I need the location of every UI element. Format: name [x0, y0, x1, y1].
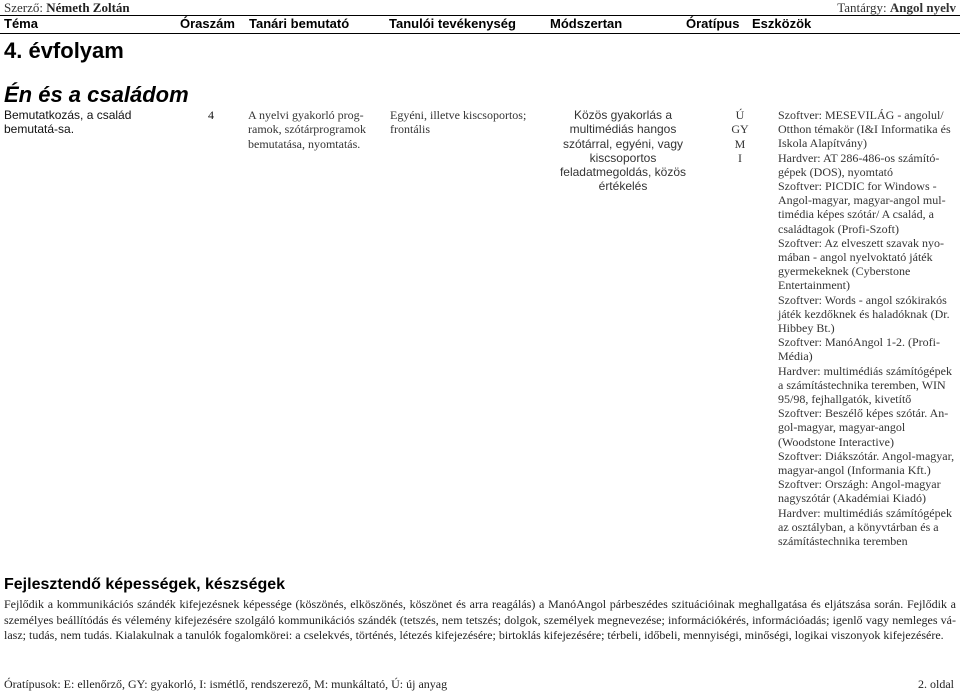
hour-type-legend: Óratípusok: E: ellenőrző, GY: gyakorló, I: ismétlő, rendszerező, M: munkáltató, Ú: új anyag — [4, 677, 448, 691]
subject-label: Tantárgy: — [837, 0, 887, 15]
tool-item: Szoftver: PICDIC for Windows - Angol-magyar, magyar-angol mul-timédia képes szótár/ A család, a családtagok (Profi-Szoft) — [778, 179, 946, 236]
tool-item: Hardver: multimédiás számítógépek a számítástechnika teremben, WIN 95/98, fejhallgatók, kivetítő — [778, 363, 952, 407]
cell-teacher-demo: A nyelvi gyakorló prog-ramok, szótárprogramok bemutatása, nyomtatás. — [248, 108, 366, 151]
column-header-tanari: Tanári bemutató — [249, 16, 350, 31]
tool-item: Hardver: AT 286-486-os számító-gépek (DOS), nyomtató — [778, 150, 940, 179]
column-header-oratipus: Óratípus — [686, 16, 740, 31]
skills-paragraph: Fejlődik a kommunikációs szándék kifejezésnek képessége (köszönés, elköszönés, köszönet és arra reagálás) a ManóAngol párbeszédes szituációinak meghallgatása és eljátszása során. Fejlődik a személyes beállítódás és vélemény kifejezésére szolgáló kommunikációs szándék (tetszés, nem tetszés; dolgok, személyek megnevezése; információkérés, információadás; igenlő vagy nemleges vá-lasz; tudás, nem tudás. Kialakulnak a tanulók fogalomkörei: a cselekvés, történés, létezés kifejezésére; birtoklás kifejezésére; térbeli, időbeli, mennyiségi, minőségi, logikai viszonyok kifejezésére. — [4, 597, 956, 642]
column-header-oraszam: Óraszám — [180, 16, 235, 31]
cell-student-activity: Egyéni, illetve kiscsoportos; frontális — [390, 108, 527, 137]
header-bottom-rule — [0, 33, 960, 34]
cell-hours: 4 — [208, 108, 214, 122]
skills-heading: Fejlesztendő képességek, készségek — [4, 576, 286, 593]
author-label: Szerző: — [4, 0, 43, 15]
tool-item: Szoftver: Words - angol szókirakós játék kezdőknek és haladóknak (Dr. Hibbey Bt.) — [778, 292, 950, 336]
grade-heading: 4. évfolyam — [4, 38, 124, 63]
tool-item: Szoftver: Országh: Angol-magyar nagyszótár (Akadémiai Kiadó) — [778, 477, 941, 506]
column-header-tanuloi: Tanulói tevékenység — [389, 16, 516, 31]
tool-item: Szoftver: Beszélő képes szótár. An-gol-magyar, magyar-angol (Woodstone Interactive) — [778, 406, 949, 449]
column-header-tema: Téma — [4, 16, 38, 31]
author-line — [4, 0, 130, 15]
page-number: 2. oldal — [918, 677, 954, 691]
hour-type-item: Ú — [735, 108, 745, 122]
column-header-eszkozok: Eszközök — [752, 16, 812, 31]
tool-item: Hardver: multimédiás számítógépek az osztályban, a könyvtárban és a számítástechnika teremben — [778, 505, 952, 549]
cell-tools — [778, 108, 956, 548]
cell-tema: Bemutatkozás, a család bemutatá-sa. — [4, 108, 132, 137]
subject-line — [837, 0, 956, 15]
tool-item: Szoftver: Diákszótár. Angol-magyar, magyar-angol (Informania Kft.) — [778, 448, 955, 478]
hour-type-item: GY — [731, 122, 749, 137]
hour-type-item: M — [734, 136, 746, 151]
topic-heading: Én és a családom — [4, 82, 189, 107]
cell-methodology: Közös gyakorlás a multimédiás hangos szótárral, egyéni, vagy kiscsoportos feladatmegoldás, közös értékelés — [559, 108, 687, 194]
column-header-modszertan: Módszertan — [550, 16, 623, 31]
tool-item: Szoftver: Az elveszett szavak nyo-mában - angol nyelvoktató játék gyermekeknek (Cyberstone Entertainment) — [778, 235, 944, 293]
cell-hour-type — [725, 108, 755, 165]
author-name: Németh Zoltán — [46, 0, 130, 15]
hour-type-item: I — [738, 150, 742, 165]
tool-item: Szoftver: MESEVILÁG - angolul/ Otthon témakör (I&I Informatika és Iskola Alapítvány) — [778, 108, 951, 151]
tool-item: Szoftver: ManóAngol 1-2. (Profi-Média) — [778, 335, 940, 364]
subject-name: Angol nyelv — [889, 0, 956, 15]
page-header — [0, 0, 960, 34]
